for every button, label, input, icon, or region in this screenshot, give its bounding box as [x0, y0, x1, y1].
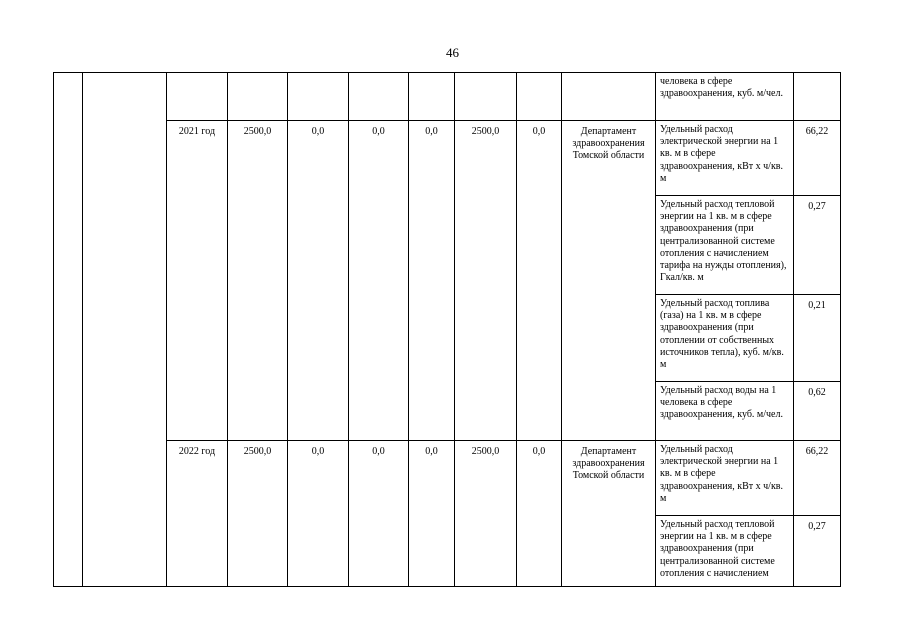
- indicator-name: Удельный расход электрической энергии на 1 кв. м в сфере здравоохранения, кВт х ч/кв. м: [656, 121, 794, 196]
- department-cell: Департамент здравоохранения Томской области: [562, 121, 656, 441]
- indicator-value: 0,21: [794, 295, 841, 382]
- value-cell: 0,0: [409, 121, 455, 441]
- indicator-value: 66,22: [794, 121, 841, 196]
- value-cell: 0,0: [409, 441, 455, 587]
- value-cell: 0,0: [288, 121, 349, 441]
- page-number: 46: [446, 45, 459, 60]
- empty-cell: [288, 73, 349, 121]
- empty-cell: [349, 73, 409, 121]
- year-row-2021: [54, 121, 841, 196]
- empty-cell: [794, 73, 841, 121]
- indicator-name: Удельный расход воды на 1 человека в сфере здравоохранения, куб. м/чел.: [656, 382, 794, 441]
- empty-cell: [562, 73, 656, 121]
- year-cell: 2021 год: [167, 121, 228, 441]
- indicator-value: 0,62: [794, 382, 841, 441]
- col-name-cell: [83, 73, 167, 587]
- col-number-cell: [54, 73, 83, 587]
- indicator-name: Удельный расход тепловой энергии на 1 кв. м в сфере здравоохранения (при централизованной системе отопления с начислением: [656, 516, 794, 587]
- empty-cell: [517, 73, 562, 121]
- value-cell: 0,0: [349, 121, 409, 441]
- indicator-value: 0,27: [794, 516, 841, 587]
- department-cell: Департамент здравоохранения Томской области: [562, 441, 656, 587]
- value-cell: 2500,0: [455, 441, 517, 587]
- indicator-value: 0,27: [794, 196, 841, 295]
- value-cell: 0,0: [517, 441, 562, 587]
- empty-cell: [455, 73, 517, 121]
- program-table: [53, 72, 841, 587]
- value-cell: 0,0: [517, 121, 562, 441]
- empty-cell: [228, 73, 288, 121]
- year-row-2022: [54, 441, 841, 516]
- indicator-name: Удельный расход тепловой энергии на 1 кв. м в сфере здравоохранения (при централизованной системе отопления с начислением тарифа на нужды отопления), Гкал/кв. м: [656, 196, 794, 295]
- empty-cell: [167, 73, 228, 121]
- indicator-value: 66,22: [794, 441, 841, 516]
- indicator-name: Удельный расход электрической энергии на 1 кв. м в сфере здравоохранения, кВт х ч/кв. м: [656, 441, 794, 516]
- value-cell: 0,0: [349, 441, 409, 587]
- indicator-name: Удельный расход топлива (газа) на 1 кв. м в сфере здравоохранения (при отоплении от собственных источников тепла), куб. м/кв. м: [656, 295, 794, 382]
- indicator-name: человека в сфере здравоохранения, куб. м/чел.: [656, 73, 794, 121]
- value-cell: 0,0: [288, 441, 349, 587]
- value-cell: 2500,0: [455, 121, 517, 441]
- year-cell: 2022 год: [167, 441, 228, 587]
- empty-cell: [409, 73, 455, 121]
- continuation-row: [54, 73, 841, 121]
- total-cell: 2500,0: [228, 441, 288, 587]
- total-cell: 2500,0: [228, 121, 288, 441]
